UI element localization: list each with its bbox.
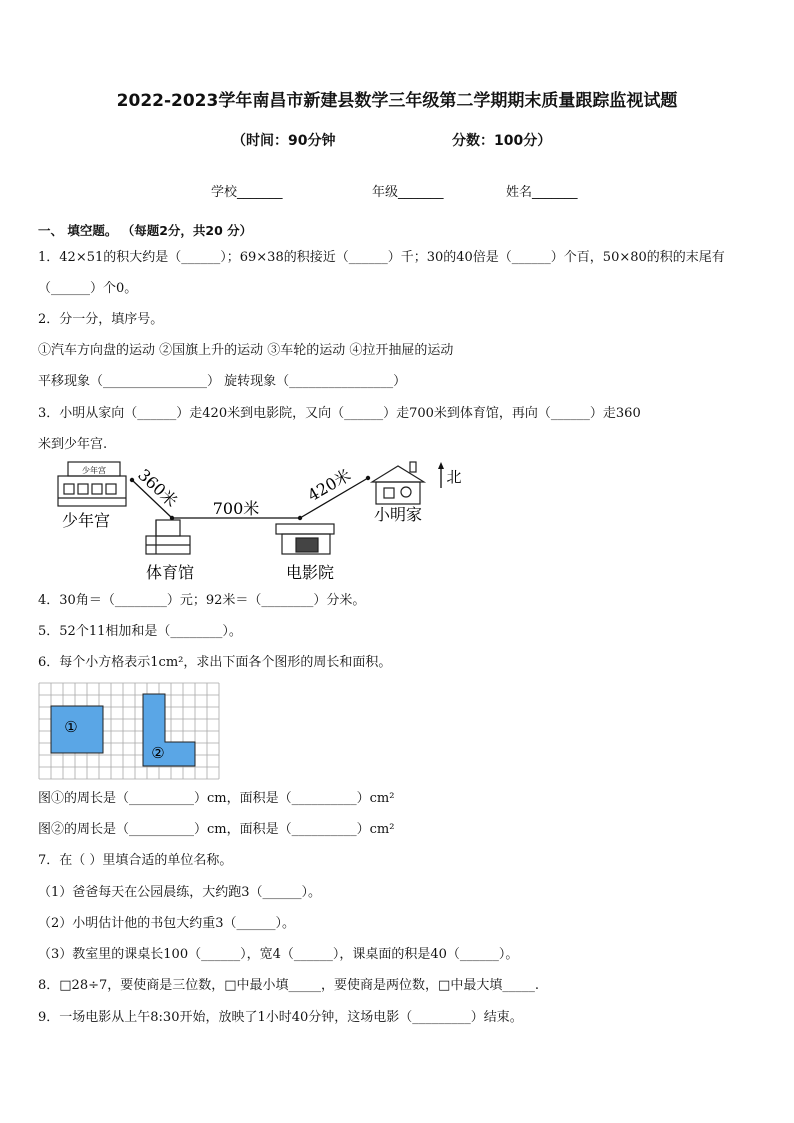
gym-building bbox=[146, 520, 190, 554]
figure-2-label: ② bbox=[151, 744, 165, 762]
route-point bbox=[298, 516, 302, 520]
exam-score: 分数：100分） bbox=[452, 133, 552, 149]
question-7-1: （1）爸爸每天在公园晨练，大约跑3（______）。 bbox=[38, 885, 322, 900]
page-title: 2022-2023学年南昌市新建县数学三年级第二学期期末质量跟踪监视试题 bbox=[116, 91, 678, 111]
question-5: 5．52个11相加和是（________）。 bbox=[38, 624, 242, 639]
question-7-2: （2）小明估计他的书包大约重3（______）。 bbox=[38, 916, 296, 931]
route-map bbox=[38, 458, 478, 588]
grade-field[interactable]: 年级_______ bbox=[372, 185, 444, 200]
youth-palace-sign: 少年宫 bbox=[82, 466, 106, 475]
grid-figure bbox=[38, 682, 222, 780]
cinema-building bbox=[276, 524, 334, 554]
question-2: 2．分一分，填序号。 bbox=[38, 312, 164, 327]
question-4: 4．30角＝（________）元；92米＝（________）分米。 bbox=[38, 593, 366, 608]
label-gym: 体育馆 bbox=[145, 563, 195, 582]
question-3-line-2: 米到少年宫. bbox=[38, 437, 108, 452]
distance-360: 360米 bbox=[134, 465, 182, 511]
question-6: 6．每个小方格表示1cm²，求出下面各个图形的周长和面积。 bbox=[38, 655, 392, 670]
label-home: 小明家 bbox=[373, 505, 423, 524]
question-8: 8．□28÷7，要使商是三位数，□中最小填_____，要使商是两位数，□中最大填_____. bbox=[38, 978, 539, 993]
question-2-answer: 平移现象（________________） 旋转现象（________________） bbox=[38, 374, 407, 389]
question-7: 7．在（ ）里填合适的单位名称。 bbox=[38, 853, 233, 868]
section-heading: 一、 填空题。 （每题2分，共20 分） bbox=[38, 223, 253, 238]
question-2-options: ①汽车方向盘的运动 ②国旗上升的运动 ③车轮的运动 ④拉开抽屉的运动 bbox=[38, 343, 454, 358]
question-9: 9．一场电影从上午8:30开始，放映了1小时40分钟，这场电影（_________）结束。 bbox=[38, 1010, 523, 1025]
distance-700: 700米 bbox=[212, 499, 260, 518]
question-3-line-1: 3．小明从家向（______）走420米到电影院，又向（______）走700米到体育馆，再向（______）走360 bbox=[38, 406, 641, 421]
question-1-line-1: 1．42×51的积大约是（______）；69×38的积接近（______）千；30的40倍是（______）个百，50×80的积的末尾有 bbox=[38, 250, 725, 265]
route-point bbox=[366, 476, 370, 480]
label-youth-palace: 少年宫 bbox=[61, 511, 111, 530]
figure-1-label: ① bbox=[64, 718, 78, 736]
name-field[interactable]: 姓名_______ bbox=[506, 185, 578, 200]
exam-time: （时间：90分钟 bbox=[232, 133, 336, 149]
question-6-b: 图②的周长是（__________）cm，面积是（__________）cm² bbox=[38, 822, 395, 837]
question-7-3: （3）教室里的课桌长100（______），宽4（______），课桌面的积是40（______）。 bbox=[38, 947, 519, 962]
label-cinema: 电影院 bbox=[285, 563, 335, 582]
school-field[interactable]: 学校_______ bbox=[211, 185, 283, 200]
route-point bbox=[130, 478, 134, 482]
north-arrow-icon bbox=[438, 462, 444, 488]
route-point bbox=[170, 516, 174, 520]
home-building bbox=[372, 462, 424, 504]
question-1-line-2: （______）个0。 bbox=[38, 281, 138, 296]
north-label: 北 bbox=[446, 468, 462, 486]
question-6-a: 图①的周长是（__________）cm，面积是（__________）cm² bbox=[38, 791, 395, 806]
distance-420: 420米 bbox=[304, 465, 355, 506]
